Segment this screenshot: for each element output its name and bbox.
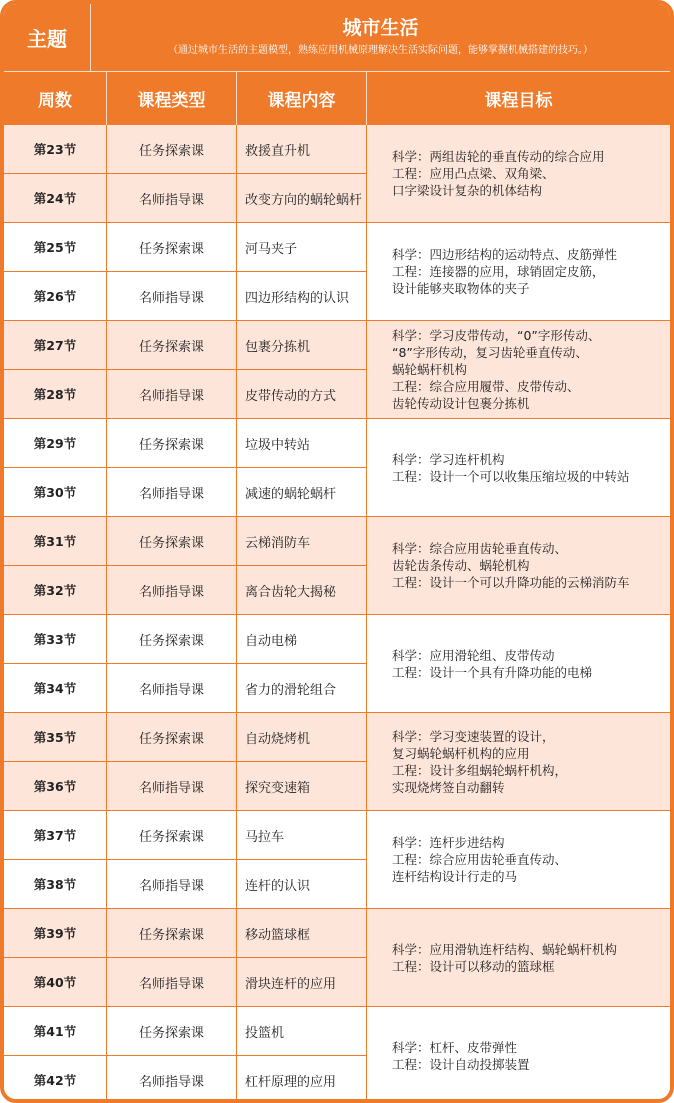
goal-line: 科学：四边形结构的运动特点、皮筋弹性 xyxy=(392,247,618,262)
row-divider xyxy=(4,271,367,272)
course-goal-cell xyxy=(367,125,670,222)
week-cell: 第34节 xyxy=(4,664,107,712)
week-cell: 第36节 xyxy=(4,762,107,810)
column-header-week: 周数 xyxy=(4,72,107,125)
course-type-cell: 任务探索课 xyxy=(107,909,237,957)
goal-line: 蜗轮蜗杆机构 xyxy=(392,362,468,377)
week-cell: 第31节 xyxy=(4,517,107,565)
lesson-group xyxy=(4,223,670,321)
course-type-cell: 任务探索课 xyxy=(107,419,237,467)
week-cell: 第32节 xyxy=(4,566,107,614)
course-content-cell: 河马夹子 xyxy=(237,223,367,271)
goal-line: 科学：学习连杆机构 xyxy=(392,451,505,467)
course-content-cell: 云梯消防车 xyxy=(237,517,367,565)
course-type-cell: 名师指导课 xyxy=(107,664,237,712)
goal-line: 工程：综合应用齿轮垂直传动、 xyxy=(392,852,568,867)
lesson-group xyxy=(4,125,670,223)
goal-line: 齿轮齿条传动、蜗轮机构 xyxy=(392,558,530,573)
goal-line: 齿轮传动设计包裹分拣机 xyxy=(392,396,530,411)
goal-lines xyxy=(392,148,605,199)
title-block xyxy=(91,4,670,71)
goal-lines xyxy=(392,728,567,796)
lesson-group xyxy=(4,615,670,713)
course-content-cell: 包裹分拣机 xyxy=(237,321,367,369)
course-content-cell: 杠杆原理的应用 xyxy=(237,1056,367,1103)
goal-lines xyxy=(392,246,617,297)
week-cell: 第39节 xyxy=(4,909,107,957)
goal-line: “8”字形传动，复习齿轮垂直传动、 xyxy=(392,345,588,360)
goal-line: 口字梁设计复杂的机体结构 xyxy=(392,183,543,198)
course-content-cell: 自动电梯 xyxy=(237,615,367,663)
goal-lines xyxy=(392,1039,530,1073)
goal-lines xyxy=(392,327,600,412)
goal-line: 科学：综合应用齿轮垂直传动、 xyxy=(392,541,568,556)
course-type-cell: 名师指导课 xyxy=(107,1056,237,1103)
week-cell: 第29节 xyxy=(4,419,107,467)
row-divider xyxy=(4,663,367,664)
lesson-group xyxy=(4,321,670,419)
course-goal-cell xyxy=(367,419,670,516)
course-type-cell: 名师指导课 xyxy=(107,174,237,222)
course-type-cell: 任务探索课 xyxy=(107,1007,237,1055)
week-cell: 第23节 xyxy=(4,125,107,173)
row-divider xyxy=(4,467,367,468)
goal-lines xyxy=(392,941,617,975)
goal-line: 科学：连杆步进结构 xyxy=(392,835,505,850)
lesson-group xyxy=(4,713,670,811)
week-cell: 第35节 xyxy=(4,713,107,761)
goal-line: 实现烧烤签自动翻转 xyxy=(392,779,505,795)
week-cell: 第24节 xyxy=(4,174,107,222)
week-cell: 第25节 xyxy=(4,223,107,271)
course-goal-cell xyxy=(367,223,670,320)
goal-line: 工程：设计可以移动的篮球框 xyxy=(392,958,555,974)
lesson-group xyxy=(4,517,670,615)
course-content-cell: 皮带传动的方式 xyxy=(237,370,367,418)
goal-lines xyxy=(392,834,567,885)
goal-line: 工程：设计一个可以升降功能的云梯消防车 xyxy=(392,575,630,590)
goal-line: 科学：应用滑轨连杆结构、蜗轮蜗杆机构 xyxy=(392,941,618,957)
course-content-cell: 垃圾中转站 xyxy=(237,419,367,467)
course-content-cell: 离合齿轮大揭秘 xyxy=(237,566,367,614)
goal-line: 工程：综合应用履带、皮带传动、 xyxy=(392,379,580,394)
week-cell: 第33节 xyxy=(4,615,107,663)
course-type-cell: 名师指导课 xyxy=(107,762,237,810)
goal-lines xyxy=(392,540,630,591)
goal-lines xyxy=(392,647,592,681)
course-goal-cell xyxy=(367,615,670,712)
course-goal-cell xyxy=(367,517,670,614)
goal-line: 科学：应用滑轮组、皮带传动 xyxy=(392,647,555,663)
goal-line: 工程：设计多组蜗轮蜗杆机构， xyxy=(392,762,568,778)
row-divider xyxy=(4,761,367,762)
row-divider xyxy=(4,859,367,860)
topic-label: 主题 xyxy=(4,4,91,71)
goal-line: 工程：设计自动投掷装置 xyxy=(392,1056,530,1072)
course-type-cell: 名师指导课 xyxy=(107,370,237,418)
goal-line: 科学：学习皮带传动，“0”字形传动、 xyxy=(392,328,601,343)
week-cell: 第41节 xyxy=(4,1007,107,1055)
course-goal-cell xyxy=(367,811,670,908)
course-goal-cell xyxy=(367,713,670,810)
course-goal-cell xyxy=(367,909,670,1006)
course-content-cell: 四边形结构的认识 xyxy=(237,272,367,320)
goal-line: 科学：杠杆、皮带弹性 xyxy=(392,1039,518,1055)
lesson-group xyxy=(4,1007,670,1103)
course-content-cell: 连杆的认识 xyxy=(237,860,367,908)
table-header xyxy=(4,4,670,125)
week-cell: 第28节 xyxy=(4,370,107,418)
week-cell: 第30节 xyxy=(4,468,107,516)
week-cell: 第37节 xyxy=(4,811,107,859)
course-type-cell: 名师指导课 xyxy=(107,958,237,1006)
course-goal-cell xyxy=(367,1007,670,1103)
goal-line: 工程：设计一个可以收集压缩垃圾的中转站 xyxy=(392,468,630,484)
course-content-cell: 改变方向的蜗轮蜗杆 xyxy=(237,174,367,222)
goal-line: 工程：应用凸点梁、双角梁、 xyxy=(392,166,555,181)
week-cell: 第38节 xyxy=(4,860,107,908)
course-goal-cell xyxy=(367,321,670,418)
column-header-content: 课程内容 xyxy=(237,72,367,125)
course-content-cell: 马拉车 xyxy=(237,811,367,859)
course-content-cell: 减速的蜗轮蜗杆 xyxy=(237,468,367,516)
row-divider xyxy=(4,1055,367,1056)
lesson-group xyxy=(4,909,670,1007)
course-content-cell: 移动篮球框 xyxy=(237,909,367,957)
course-type-cell: 任务探索课 xyxy=(107,321,237,369)
page-subtitle: （通过城市生活的主题模型，熟练应用机械原理解决生活实际问题，能够掌握机械搭建的技巧。） xyxy=(168,45,593,56)
row-divider xyxy=(4,565,367,566)
course-content-cell: 滑块连杆的应用 xyxy=(237,958,367,1006)
column-header-type: 课程类型 xyxy=(107,72,237,125)
course-type-cell: 任务探索课 xyxy=(107,517,237,565)
goal-line: 工程：连接器的应用，球销固定皮筋， xyxy=(392,264,605,279)
course-type-cell: 任务探索课 xyxy=(107,713,237,761)
goal-line: 科学：学习变速装置的设计， xyxy=(392,728,555,744)
course-type-cell: 任务探索课 xyxy=(107,223,237,271)
course-content-cell: 自动烧烤机 xyxy=(237,713,367,761)
row-divider xyxy=(4,957,367,958)
lesson-group xyxy=(4,419,670,517)
course-type-cell: 名师指导课 xyxy=(107,860,237,908)
row-divider xyxy=(4,369,367,370)
course-content-cell: 探究变速箱 xyxy=(237,762,367,810)
course-content-cell: 投篮机 xyxy=(237,1007,367,1055)
week-cell: 第40节 xyxy=(4,958,107,1006)
week-cell: 第27节 xyxy=(4,321,107,369)
course-content-cell: 省力的滑轮组合 xyxy=(237,664,367,712)
course-type-cell: 任务探索课 xyxy=(107,615,237,663)
goal-line: 设计能够夹取物体的夹子 xyxy=(392,281,530,296)
column-header-goal: 课程目标 xyxy=(484,91,553,111)
course-content-cell: 救援直升机 xyxy=(237,125,367,173)
page-title: 城市生活 xyxy=(342,17,419,39)
course-type-cell: 名师指导课 xyxy=(107,468,237,516)
course-type-cell: 任务探索课 xyxy=(107,811,237,859)
course-type-cell: 任务探索课 xyxy=(107,125,237,173)
goal-line: 复习蜗轮蜗杆机构的应用 xyxy=(392,745,530,761)
lesson-group xyxy=(4,811,670,909)
row-divider xyxy=(4,173,367,174)
week-cell: 第42节 xyxy=(4,1056,107,1103)
goal-line: 连杆结构设计行走的马 xyxy=(392,869,518,884)
goal-line: 科学：两组齿轮的垂直传动的综合应用 xyxy=(392,149,605,164)
goal-lines xyxy=(392,451,630,485)
course-type-cell: 名师指导课 xyxy=(107,566,237,614)
goal-line: 工程：设计一个具有升降功能的电梯 xyxy=(392,664,593,680)
course-type-cell: 名师指导课 xyxy=(107,272,237,320)
week-cell: 第26节 xyxy=(4,272,107,320)
